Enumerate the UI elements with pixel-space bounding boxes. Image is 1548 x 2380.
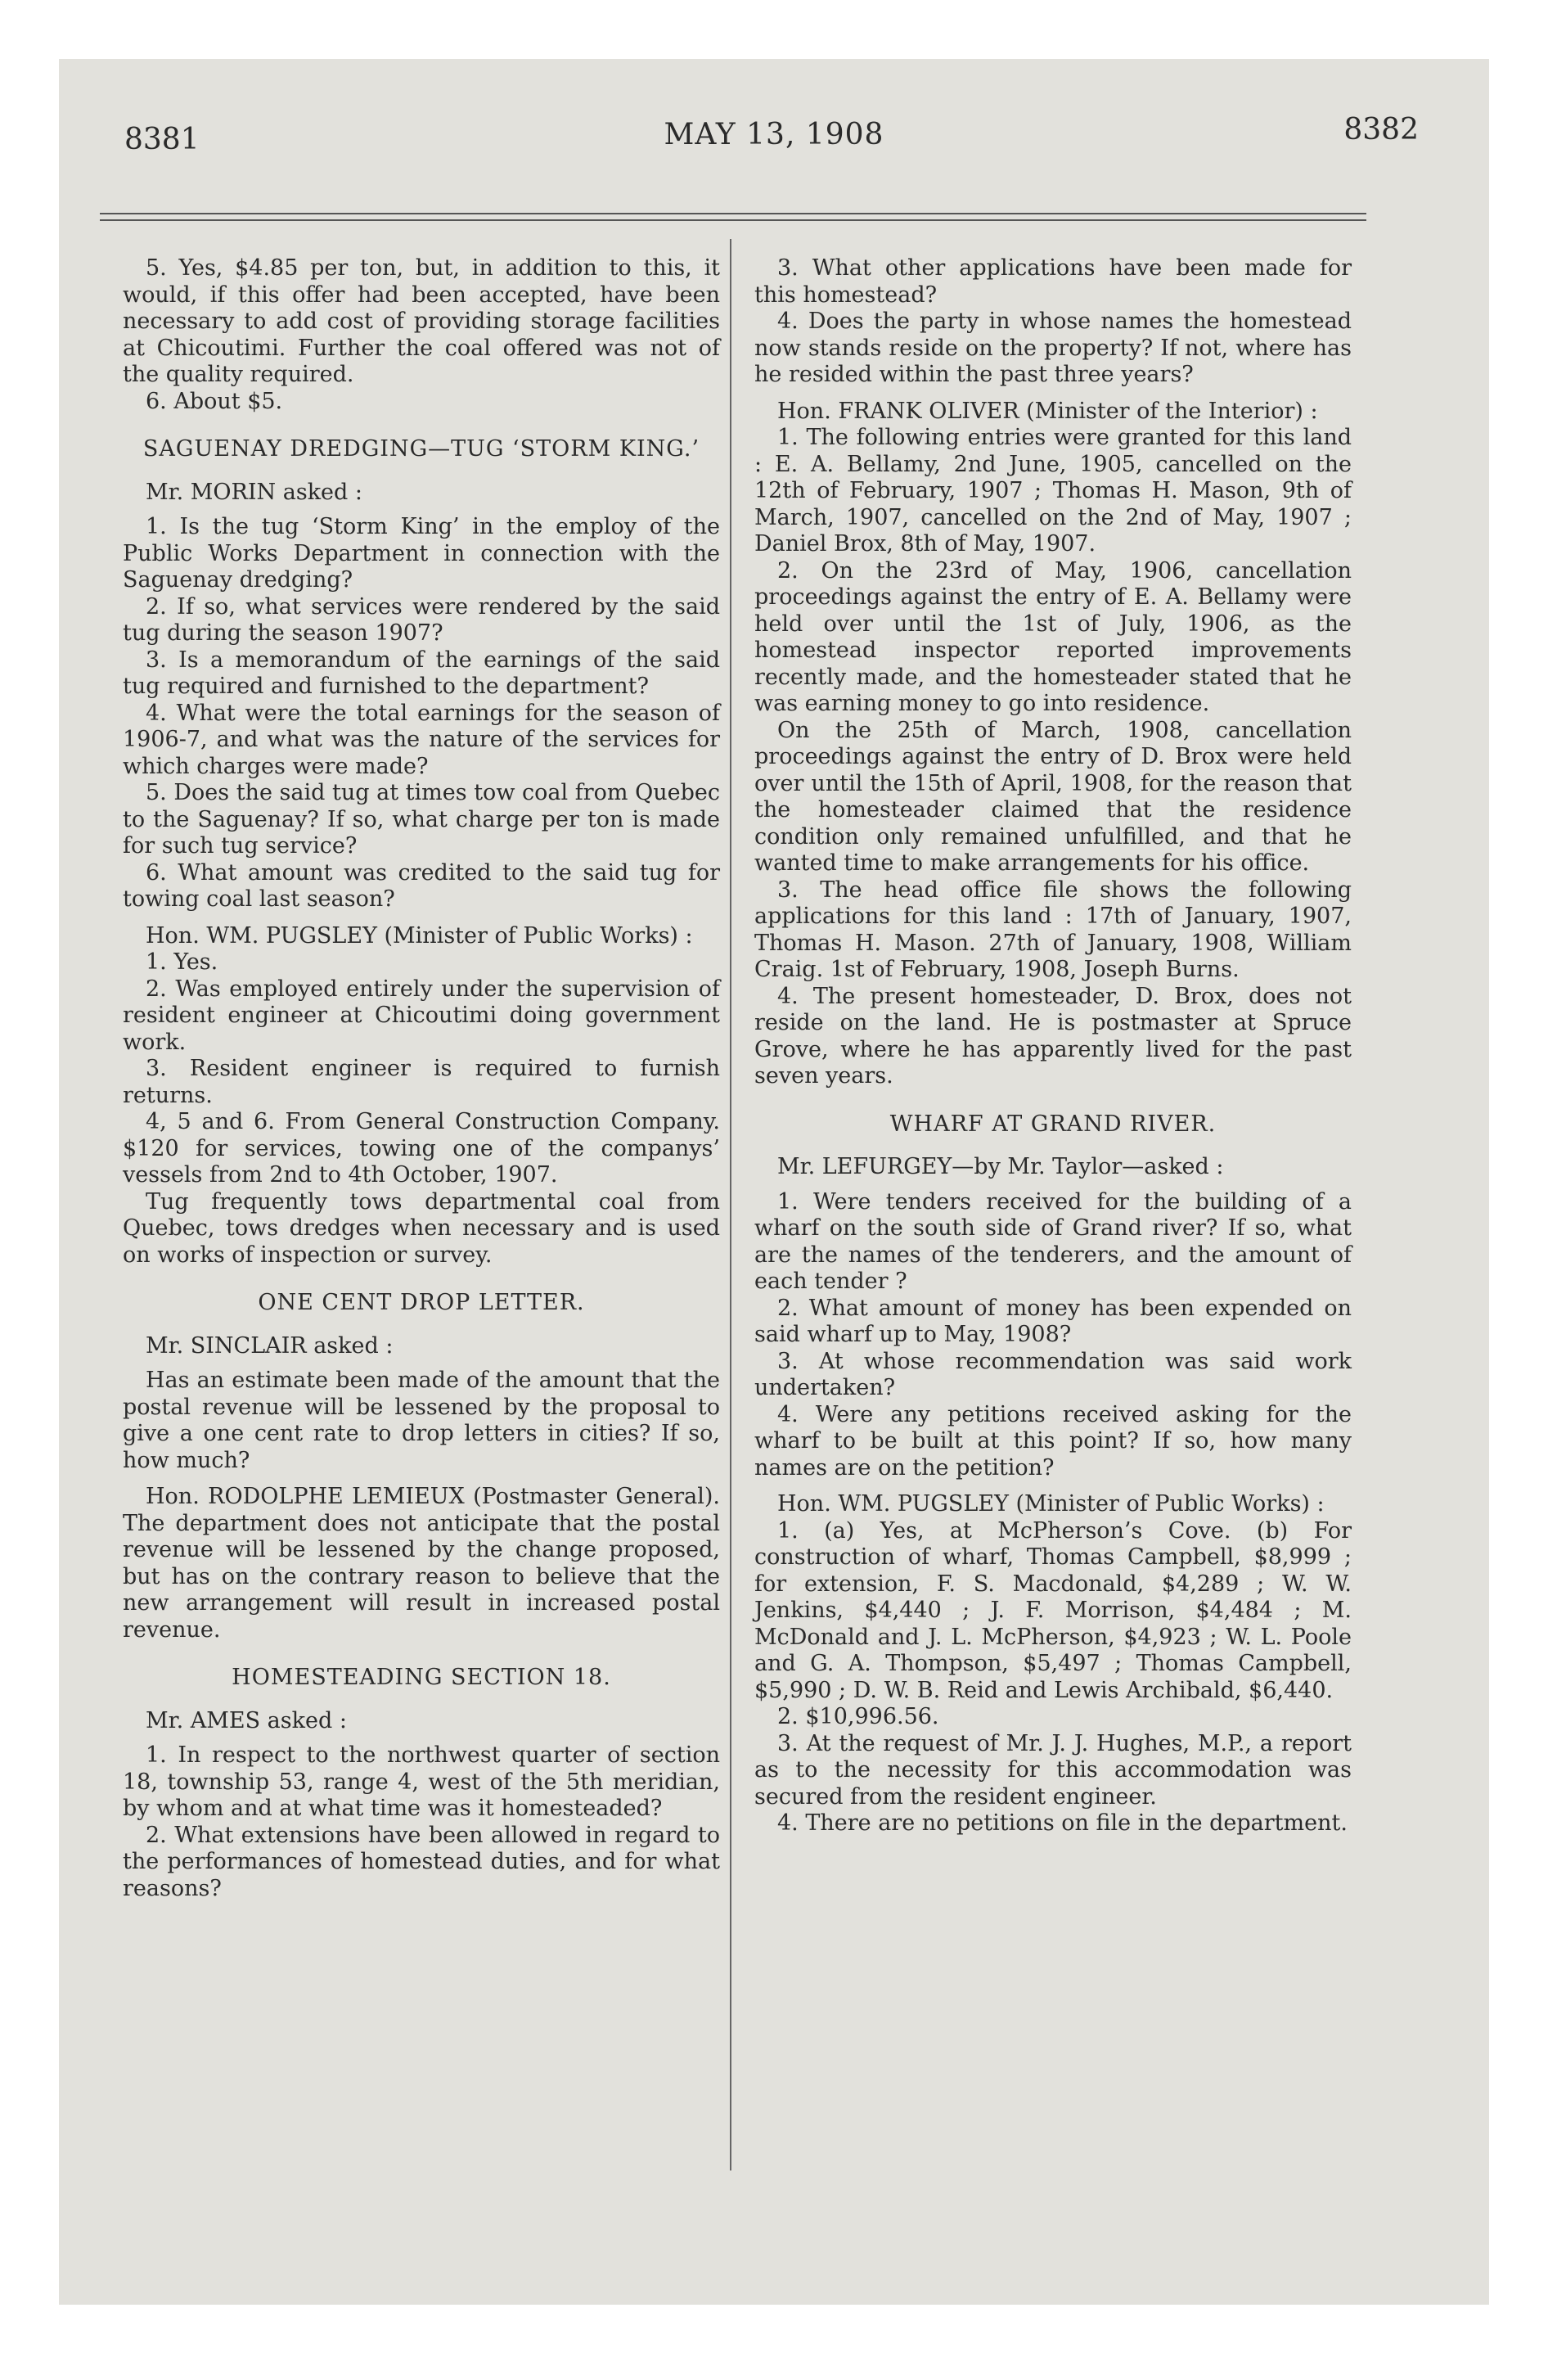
question: 4. Were any petitions received asking for the wharf to be built at this point? If so, how many names are on the petition?: [754, 1401, 1352, 1481]
page-number-left: 8381: [124, 123, 200, 156]
page-scan: [59, 59, 1489, 2305]
answer-intro: Hon. WM. PUGSLEY (Minister of Public Works) :: [777, 1491, 1325, 1517]
answer: 2. $10,996.56.: [777, 1704, 939, 1729]
answer: On the 25th of March, 1908, cancellation proceedings against the entry of D. Brox were held over until the 15th of April, 1908, for the reason that the homesteader claimed that the residence condition only remained unfulfilled, and that he wanted time to make arrangements for his office.: [754, 717, 1352, 876]
question-intro: Mr. MORIN asked :: [146, 479, 362, 505]
question: Has an estimate been made of the amount that the postal revenue will be lessened by the proposal to give a one cent rate to drop letters in cities? If so, how much?: [123, 1368, 720, 1473]
column-divider: [730, 239, 731, 2170]
question: 4. What were the total earnings for the season of 1906-7, and what was the nature of the services for which charges were made?: [123, 700, 720, 779]
question: 3. What other applications have been made for this homestead?: [754, 255, 1352, 308]
question: 3. At whose recommendation was said work undertaken?: [754, 1348, 1352, 1400]
answer: 4. There are no petitions on file in the department.: [777, 1810, 1348, 1836]
paragraph: 5. Yes, $4.85 per ton, but, in addition to this, it would, if this offer had been accepted, have been necessary to add cost of providing storage facilities at Chicoutimi. Further the coal offered was not of the quality required.: [123, 255, 720, 387]
right-column: [754, 255, 1352, 1837]
answer: 1. The following entries were granted for this land : E. A. Bellamy, 2nd June, 1905, cancelled on the 12th of February, 1907 ; Thomas H. Mason, 9th of March, 1907, cancelled on the 2nd of May, 1907 ; Daniel Brox, 8th of May, 1907.: [754, 425, 1352, 557]
question: 3. Is a memorandum of the earnings of the said tug required and furnished to the department?: [123, 647, 720, 699]
left-column: [123, 255, 720, 1902]
answer: Tug frequently tows departmental coal from Quebec, tows dredges when necessary and is used on works of inspection or survey.: [123, 1188, 720, 1268]
answer: 1. Yes.: [146, 949, 218, 975]
question: 1. Is the tug ‘Storm King’ in the employ of the Public Works Department in connection with the Saguenay dredging?: [123, 514, 720, 593]
answer: 2. Was employed entirely under the supervision of resident engineer at Chicoutimi doing government work.: [123, 976, 720, 1055]
answer: 3. The head office file shows the following applications for this land : 17th of January, 1907, Thomas H. Mason. 27th of January, 1908, William Craig. 1st of February, 1908, Joseph Burns.: [754, 877, 1352, 982]
question: 2. What extensions have been allowed in regard to the performances of homestead duties, and for what reasons?: [123, 1822, 720, 1901]
page-number-right: 8382: [1343, 113, 1419, 146]
question: 5. Does the said tug at times tow coal from Quebec to the Saguenay? If so, what charge per ton is made for such tug service?: [123, 780, 720, 859]
header-rule-second: [100, 219, 1366, 221]
question: 1. In respect to the northwest quarter of section 18, township 53, range 4, west of the 5th meridian, by whom and at what time was it homesteaded?: [123, 1742, 720, 1821]
section-heading-drop-letter: ONE CENT DROP LETTER.: [258, 1290, 585, 1315]
section-heading-wharf: WHARF AT GRAND RIVER.: [889, 1111, 1217, 1137]
answer: 1. (a) Yes, at McPherson’s Cove. (b) For construction of wharf, Thomas Campbell, $8,999 ; for extension, F. S. Macdonald, $4,289 ; W. W. Jenkins, $4,440 ; J. F. Morrison, $4,484 ; M. McDonald and J. L. McPherson, $4,923 ; W. L. Poole and G. A. Thompson, $5,497 ; Thomas Campbell, $5,990 ; D. W. B. Reid and Lewis Archibald, $6,440.: [754, 1517, 1352, 1703]
question: 4. Does the party in whose names the homestead now stands reside on the property? If not, where has he resided within the past three years?: [754, 309, 1352, 387]
question: 6. What amount was credited to the said tug for towing coal last season?: [123, 859, 720, 912]
question: 2. What amount of money has been expended on said wharf up to May, 1908?: [754, 1295, 1352, 1347]
section-heading-homesteading: HOMESTEADING SECTION 18.: [232, 1665, 611, 1690]
question: 2. If so, what services were rendered by the said tug during the season 1907?: [123, 593, 720, 646]
question-intro: Mr. AMES asked :: [146, 1707, 347, 1733]
header-rule: [100, 213, 1366, 214]
answer-intro: Hon. FRANK OLIVER (Minister of the Interior) :: [777, 398, 1318, 424]
page-date: MAY 13, 1908: [664, 118, 884, 151]
question-intro: Mr. LEFURGEY—by Mr. Taylor—asked :: [777, 1154, 1224, 1179]
question: 1. Were tenders received for the building of a wharf on the south side of Grand river? If so, what are the names of the tenderers, and the amount of each tender ?: [754, 1188, 1352, 1294]
answer: 2. On the 23rd of May, 1906, cancellation proceedings against the entry of E. A. Bellamy were held over until the 1st of July, 1906, as the homestead inspector reported improvements recently made, and the homesteader stated that he was earning money to go into residence.: [754, 557, 1352, 716]
answer: 3. At the request of Mr. J. J. Hughes, M.P., a report as to the necessity for this accommodation was secured from the resident engineer.: [754, 1730, 1352, 1810]
answer-intro: Hon. WM. PUGSLEY (Minister of Public Works) :: [146, 922, 693, 949]
answer: Hon. RODOLPHE LEMIEUX (Postmaster General). The department does not anticipate that the postal revenue will be lessened by the change proposed, but has on the contrary reason to believe that the new arrangement will result in increased postal revenue.: [123, 1484, 720, 1643]
question-intro: Mr. SINCLAIR asked :: [146, 1332, 394, 1359]
answer: 3. Resident engineer is required to furnish returns.: [123, 1056, 720, 1108]
answer: 4. The present homesteader, D. Brox, does not reside on the land. He is postmaster at Spruce Grove, where he has apparently lived for the past seven years.: [754, 983, 1352, 1089]
paragraph: 6. About $5.: [146, 388, 283, 414]
answer: 4, 5 and 6. From General Construction Company. $120 for services, towing one of the companys’ vessels from 2nd to 4th October, 1907.: [123, 1109, 720, 1188]
section-heading-saguenay: SAGUENAY DREDGING—TUG ‘STORM KING.’: [142, 436, 700, 462]
